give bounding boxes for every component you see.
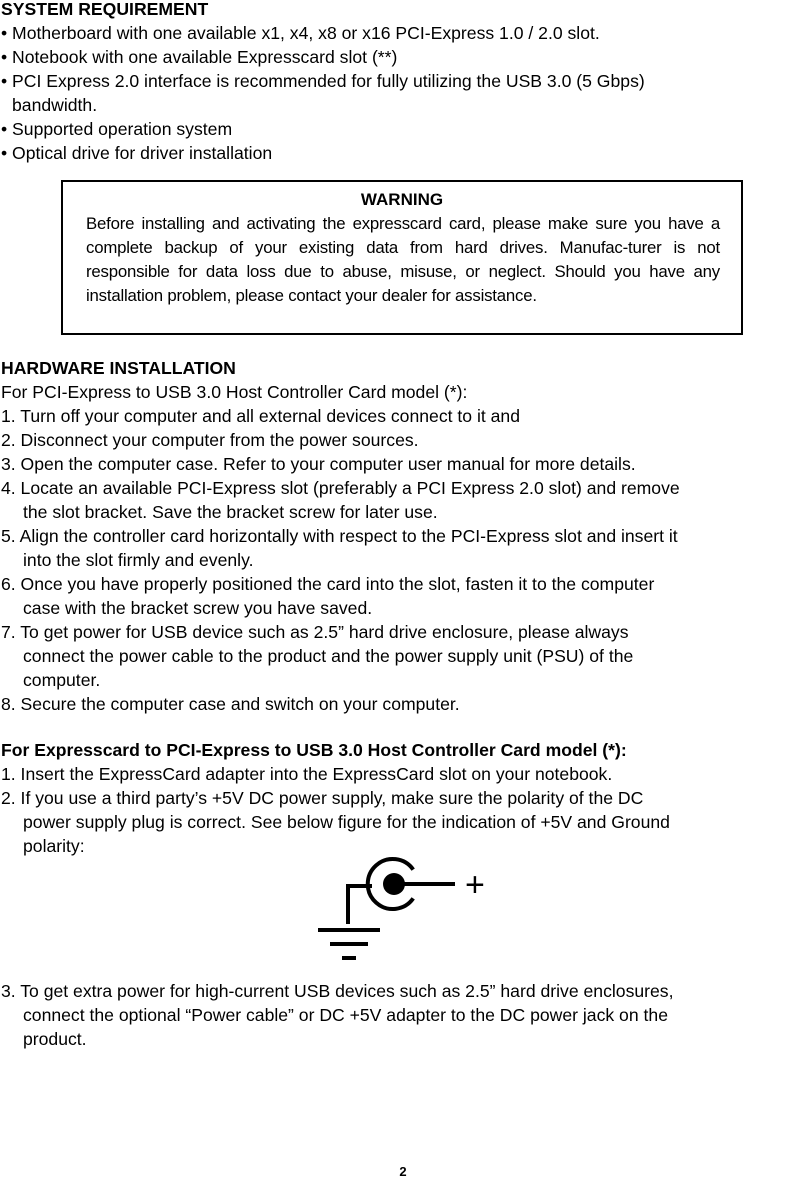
pci-express-model-subheading: For PCI-Express to USB 3.0 Host Controller Card model (*): [1, 382, 468, 402]
positive-sign: + [465, 866, 485, 904]
page-number: 2 [399, 1164, 407, 1179]
installation-step-continued: into the slot firmly and evenly. [23, 550, 254, 570]
expresscard-model-heading: For Expresscard to PCI-Express to USB 3.0 Host Controller Card model (*): [1, 740, 627, 760]
warning-text: Before installing and activating the expresscard card, please make sure you have a complete backup of your existing data from hard drives. Manufac-turer is not responsible for data loss due to abuse, misuse, or neglect. Should you have any installation problem, please contact your dealer for assistance. [86, 214, 720, 305]
installation-step: 5. Align the controller card horizontally with respect to the PCI-Express slot and insert it [1, 526, 678, 546]
requirement-item: • Supported operation system [1, 119, 233, 139]
installation-step: 8. Secure the computer case and switch on your computer. [1, 694, 460, 714]
system-requirement-heading: SYSTEM REQUIREMENT [1, 0, 209, 19]
installation-step-continued: the slot bracket. Save the bracket screw for later use. [23, 502, 438, 522]
expresscard-step: 2. If you use a third party’s +5V DC power supply, make sure the polarity of the DC [1, 788, 644, 808]
expresscard-step: 1. Insert the ExpressCard adapter into the ExpressCard slot on your notebook. [1, 764, 613, 784]
installation-step: 6. Once you have properly positioned the card into the slot, fasten it to the computer [1, 574, 655, 594]
installation-step: 2. Disconnect your computer from the power sources. [1, 430, 419, 450]
warning-box [61, 180, 743, 335]
expresscard-step: 3. To get extra power for high-current USB devices such as 2.5” hard drive enclosures, [1, 981, 674, 1001]
requirement-item: • PCI Express 2.0 interface is recommended for fully utilizing the USB 3.0 (5 Gbps) [1, 71, 645, 91]
requirement-item: • Notebook with one available Expresscard slot (**) [1, 47, 398, 67]
expresscard-step-continued: polarity: [23, 836, 85, 856]
hardware-installation-heading: HARDWARE INSTALLATION [1, 358, 236, 378]
requirement-item-continued: bandwidth. [12, 95, 98, 115]
expresscard-step-continued: power supply plug is correct. See below figure for the indication of +5V and Ground [23, 812, 670, 832]
installation-step-continued: connect the power cable to the product and the power supply unit (PSU) of the [23, 646, 634, 666]
installation-step-continued: case with the bracket screw you have saved. [23, 598, 373, 618]
installation-step: 3. Open the computer case. Refer to your computer user manual for more details. [1, 454, 636, 474]
installation-step: 1. Turn off your computer and all external devices connect to it and [1, 406, 520, 426]
requirement-item: • Optical drive for driver installation [1, 143, 273, 163]
expresscard-step-continued: connect the optional “Power cable” or DC +5V adapter to the DC power jack on the [23, 1005, 668, 1025]
requirement-item: • Motherboard with one available x1, x4, x8 or x16 PCI-Express 1.0 / 2.0 slot. [1, 23, 600, 43]
warning-title: WARNING [360, 190, 444, 209]
installation-step: 4. Locate an available PCI-Express slot (preferably a PCI Express 2.0 slot) and remove [1, 478, 680, 498]
expresscard-step-continued: product. [23, 1029, 87, 1049]
installation-step: 7. To get power for USB device such as 2.5” hard drive enclosure, please always [1, 622, 629, 642]
dc-polarity-diagram [310, 852, 500, 962]
installation-step-continued: computer. [23, 670, 101, 690]
